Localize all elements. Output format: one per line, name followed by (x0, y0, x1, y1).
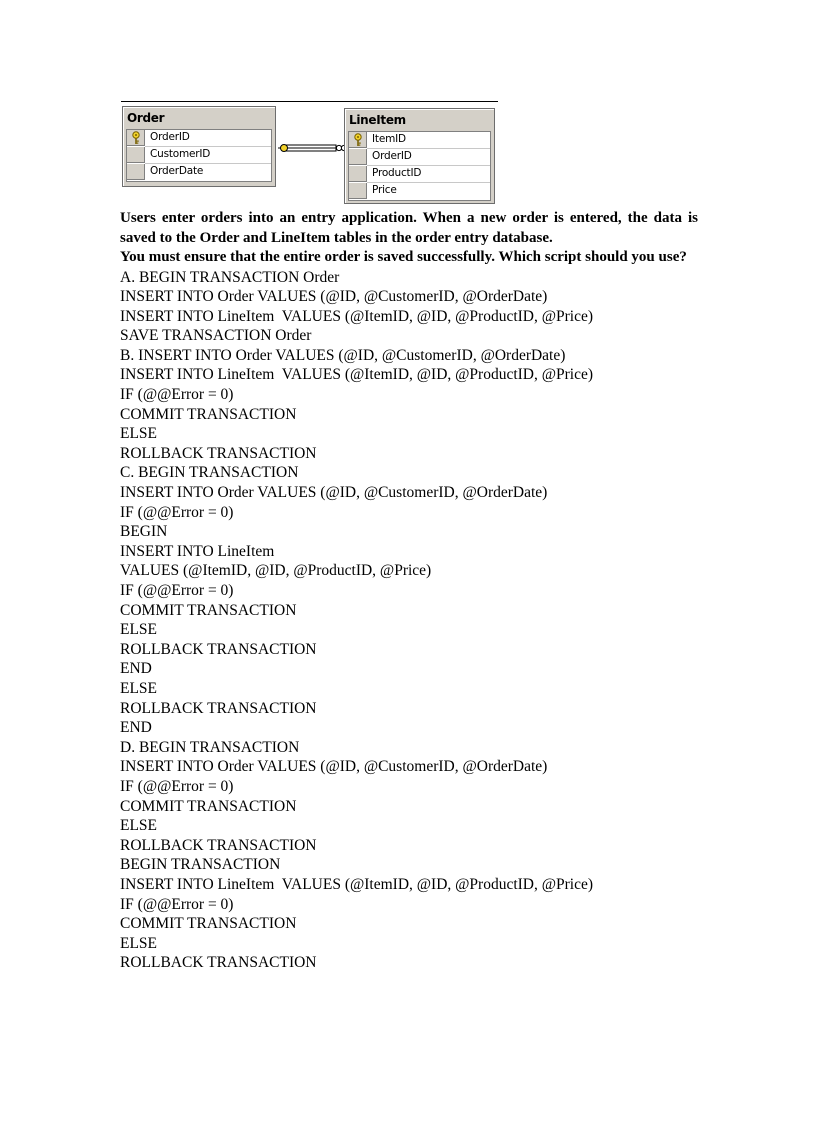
column-customerid: CustomerID (150, 148, 211, 160)
table-row (127, 164, 271, 181)
column-itemid: ItemID (372, 133, 406, 145)
order-table (122, 106, 276, 187)
table-row (127, 130, 271, 147)
code-line: BEGIN TRANSACTION (120, 856, 281, 874)
code-line: ELSE (120, 425, 158, 443)
question-context: Users enter orders into an entry application. When a new order is entered, the data is saved to the Order and LineItem tables in the order entry database. (120, 210, 698, 246)
code-line: COMMIT TRANSACTION (120, 405, 297, 423)
code-line: BEGIN (120, 523, 168, 541)
order-table-title: Order (127, 111, 165, 125)
code-line: ELSE (120, 817, 158, 835)
order-table-columns (126, 129, 272, 182)
code-line: SAVE TRANSACTION Order (120, 327, 312, 345)
code-line: INSERT INTO LineItem VALUES (@ItemID, @ID, @ProductID, @Price) (120, 875, 594, 893)
column-price: Price (372, 184, 397, 196)
code-line: END (120, 660, 152, 678)
code-line: IF (@@Error = 0) (120, 895, 234, 913)
column-orderid: OrderID (150, 131, 190, 143)
column-productid: ProductID (372, 167, 422, 179)
code-line: COMMIT TRANSACTION (120, 915, 297, 933)
table-row (349, 166, 490, 183)
code-line: INSERT INTO Order VALUES (@ID, @CustomerID, @OrderDate) (120, 288, 548, 306)
code-line: A. BEGIN TRANSACTION Order (120, 268, 340, 286)
code-line: INSERT INTO LineItem VALUES (@ItemID, @ID, @ProductID, @Price) (120, 366, 594, 384)
code-line: INSERT INTO Order VALUES (@ID, @CustomerID, @OrderDate) (120, 758, 548, 776)
column-orderdate: OrderDate (150, 165, 204, 177)
primary-key-icon (352, 133, 364, 147)
code-line: ELSE (120, 679, 158, 697)
schema-diagram (0, 0, 816, 210)
code-line: IF (@@Error = 0) (120, 503, 234, 521)
code-line: END (120, 719, 152, 737)
lineitem-table (344, 108, 495, 204)
column-orderid: OrderID (372, 150, 412, 162)
question-prompt: You must ensure that the entire order is saved successfully. Which script should you use? (120, 249, 687, 265)
code-line: VALUES (@ItemID, @ID, @ProductID, @Price) (120, 562, 432, 580)
code-line: ELSE (120, 621, 158, 639)
relationship-connector (276, 140, 348, 156)
code-line: INSERT INTO LineItem VALUES (@ItemID, @ID, @ProductID, @Price) (120, 307, 594, 325)
table-row (127, 147, 271, 164)
lineitem-table-columns (348, 131, 491, 201)
code-line: COMMIT TRANSACTION (120, 601, 297, 619)
code-line: IF (@@Error = 0) (120, 386, 234, 404)
answer-options-code (120, 268, 698, 973)
question-content (120, 209, 698, 973)
code-line: B. INSERT INTO Order VALUES (@ID, @CustomerID, @OrderDate) (120, 346, 566, 364)
code-line: ROLLBACK TRANSACTION (120, 699, 317, 717)
code-line: C. BEGIN TRANSACTION (120, 464, 299, 482)
code-line: ROLLBACK TRANSACTION (120, 954, 317, 972)
code-line: ROLLBACK TRANSACTION (120, 836, 317, 854)
code-line: ELSE (120, 934, 158, 952)
code-line: IF (@@Error = 0) (120, 777, 234, 795)
table-row (349, 132, 490, 149)
lineitem-table-title: LineItem (349, 113, 406, 127)
code-line: D. BEGIN TRANSACTION (120, 738, 300, 756)
code-line: ROLLBACK TRANSACTION (120, 640, 317, 658)
table-row (349, 183, 490, 200)
top-rule (121, 101, 498, 102)
code-line: ROLLBACK TRANSACTION (120, 444, 317, 462)
code-line: COMMIT TRANSACTION (120, 797, 297, 815)
code-line: INSERT INTO LineItem (120, 542, 275, 560)
primary-key-icon (130, 131, 142, 145)
code-line: INSERT INTO Order VALUES (@ID, @CustomerID, @OrderDate) (120, 484, 548, 502)
code-line: IF (@@Error = 0) (120, 582, 234, 599)
table-row (349, 149, 490, 166)
